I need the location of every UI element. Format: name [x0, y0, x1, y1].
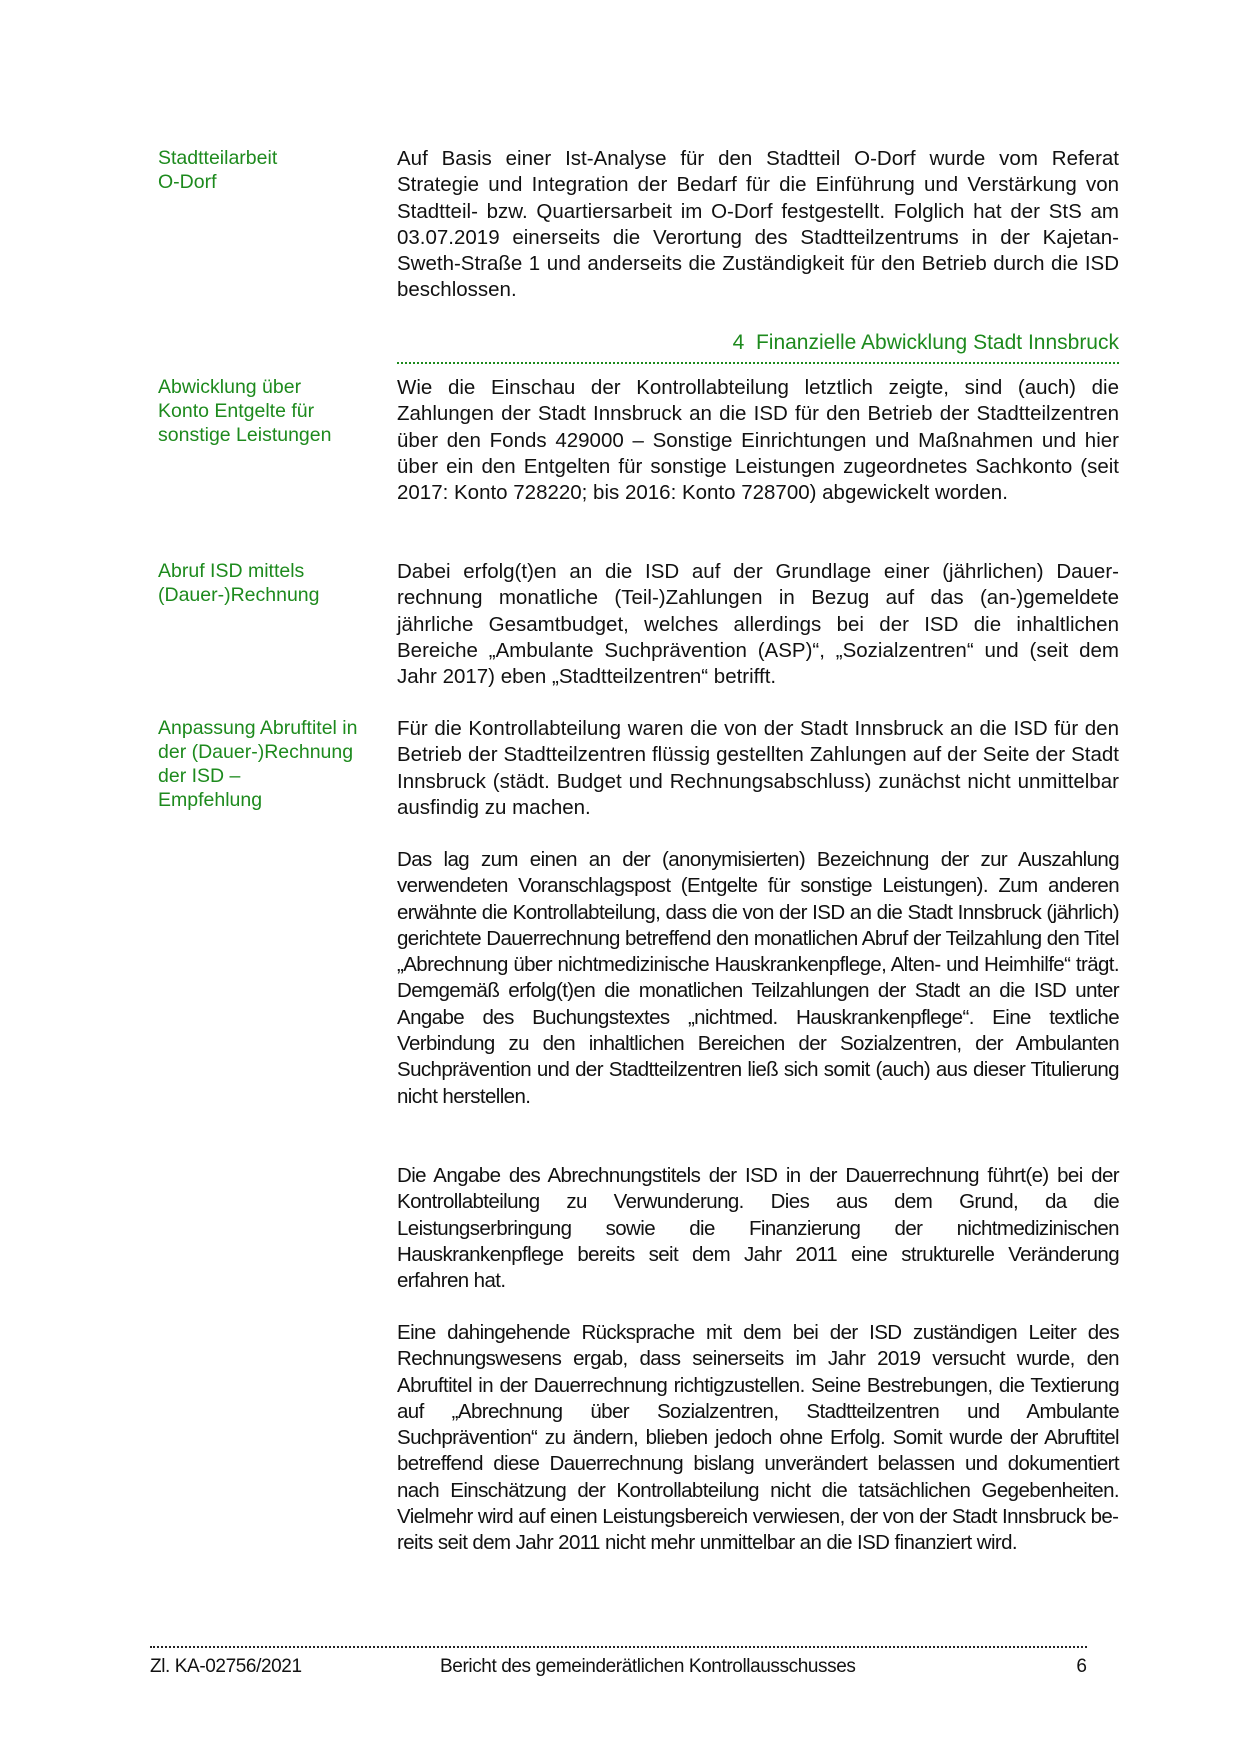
margin-note-line: der ISD – [158, 765, 241, 787]
margin-note-line: Konto Entgelte für [158, 400, 315, 422]
body-paragraph: Dabei erfolg(t)en an die ISD auf der Grundlage einer (jährlichen) Dauerrechnung monatliche (Teil-)Zahlungen in Bezug auf das (an-)gemeldete jährliche Gesamtbudget, welches allerdings bei der ISD die inhaltlichen Bereiche „Ambulante Suchprävention (ASP)“, „Sozialzentren“ und (seit dem Jahr 2017) eben „Stadtteilzentren“ betrifft. [397, 560, 1119, 689]
footer-reference: Zl. KA-02756/2021 [150, 1656, 302, 1677]
footer-title: Bericht des gemeinderätlichen Kontrollausschusses [440, 1656, 856, 1677]
footer-dotted-rule [150, 1646, 1087, 1648]
margin-note-line: sonstige Leistungen [158, 424, 332, 446]
margin-note-line: Empfehlung [158, 789, 263, 811]
heading-dotted-rule [397, 362, 1119, 364]
margin-note-line: O-Dorf [158, 171, 217, 193]
margin-note [158, 716, 378, 812]
margin-note [158, 375, 378, 447]
body-paragraph: Das lag zum einen an der (anonymisierten) Bezeichnung der zur Auszahlung verwendeten Voranschlagspost (Entgelte für sonstige Leistungen). Zum anderen erwähnte die Kontrollabteilung, dass die von der ISD an die Stadt Innsbruck (jährlich) gerichtete Dauerrechnung betreffend den monatlichen Abruf der Teilzahlung den Titel „Abrechnung über nichtmedizinische Hauskrankenpflege, Alten- und Heimhilfe“ trägt. Demgemäß erfolg(t)en die monatlichen Teilzahlungen der Stadt an die ISD unter Angabe des Buchungstextes „nichtmed. Hauskrankenpflege“. Eine textliche Verbindung zu den inhaltlichen Bereichen der Sozialzentren, der Ambulanten Suchprävention und der Stadtteilzentren ließ sich somit (auch) aus dieser Titulierung nicht herstellen. [397, 848, 1119, 1108]
margin-note-line: der (Dauer-)Rechnung [158, 741, 354, 763]
body-paragraph: Wie die Einschau der Kontrollabteilung letztlich zeigte, sind (auch) die Zahlungen der Stadt Innsbruck an die ISD für den Betrieb der Stadtteilzentren über den Fonds 429000 – Sonstige Einrichtungen und Maßnahmen und hier über ein den Entgelten für sonstige Leistungen zugeordnetes Sachkonto (seit 2017: Konto 728220; bis 2016: Konto 728700) abgewickelt worden. [397, 376, 1119, 505]
chapter-heading: 4 Finanzielle Abwicklung Stadt Innsbruck [732, 331, 1119, 354]
page-footer [150, 1654, 1087, 1680]
body-paragraph: Für die Kontrollabteilung waren die von der Stadt Innsbruck an die ISD für den Betrieb der Stadtteilzentren flüssig gestellten Zahlungen auf der Seite der Stadt Innsbruck (städt. Budget und Rechnungsabschluss) zunächst nicht unmittelbar ausfindig zu machen. [397, 717, 1119, 819]
margin-note-line: (Dauer-)Rechnung [158, 584, 320, 606]
page-number: 6 [1076, 1656, 1087, 1677]
margin-note-line: Anpassung Abruftitel in [158, 717, 358, 739]
body-paragraph: Die Angabe des Abrechnungstitels der ISD in der Dauerrechnung führt(e) bei der Kontrollabteilung zu Verwunderung. Dies aus dem Grund, da die Leistungserbringung sowie die Finanzierung der nichtmedizinischen Hauskrankenpflege bereits seit dem Jahr 2011 eine strukturelle Veränderung erfahren hat. [397, 1164, 1119, 1293]
margin-note-line: Stadtteilarbeit [158, 147, 278, 169]
margin-note [158, 559, 378, 607]
margin-note [158, 146, 378, 194]
margin-note-line: Abruf ISD mittels [158, 560, 305, 582]
body-paragraph: Auf Basis einer Ist-Analyse für den Stadtteil O-Dorf wurde vom Referat Strategie und Integration der Bedarf für die Einführung und Verstärkung von Stadtteil- bzw. Quartiersarbeit im O-Dorf festgestellt. Folglich hat der StS am 03.07.2019 einerseits die Verortung des Stadtteilzentrums in der Kajetan-Sweth-Straße 1 und anderseits die Zuständigkeit für den Betrieb durch die ISD beschlossen. [397, 147, 1119, 302]
margin-note-line: Abwicklung über [158, 376, 302, 398]
body-paragraph: Eine dahingehende Rücksprache mit dem bei der ISD zuständigen Leiter des Rechnungswesens ergab, dass seinerseits im Jahr 2019 versucht wurde, den Abruftitel in der Dauerrechnung richtigzustellen. Seine Bestrebungen, die Textierung auf „Abrechnung über Sozialzentren, Stadtteilzentren und Ambulante Suchprävention“ zu ändern, blieben jedoch ohne Erfolg. Somit wurde der Abruftitel betreffend diese Dauerrechnung bislang unverändert belassen und dokumentiert nach Einschätzung der Kontrollabteilung nicht die tatsächlichen Gegebenheiten. Vielmehr wird auf einen Leistungsbereich verwiesen, der von der Stadt Innsbruck bereits seit dem Jahr 2011 nicht mehr unmittelbar an die ISD finanziert wird. [397, 1321, 1119, 1555]
